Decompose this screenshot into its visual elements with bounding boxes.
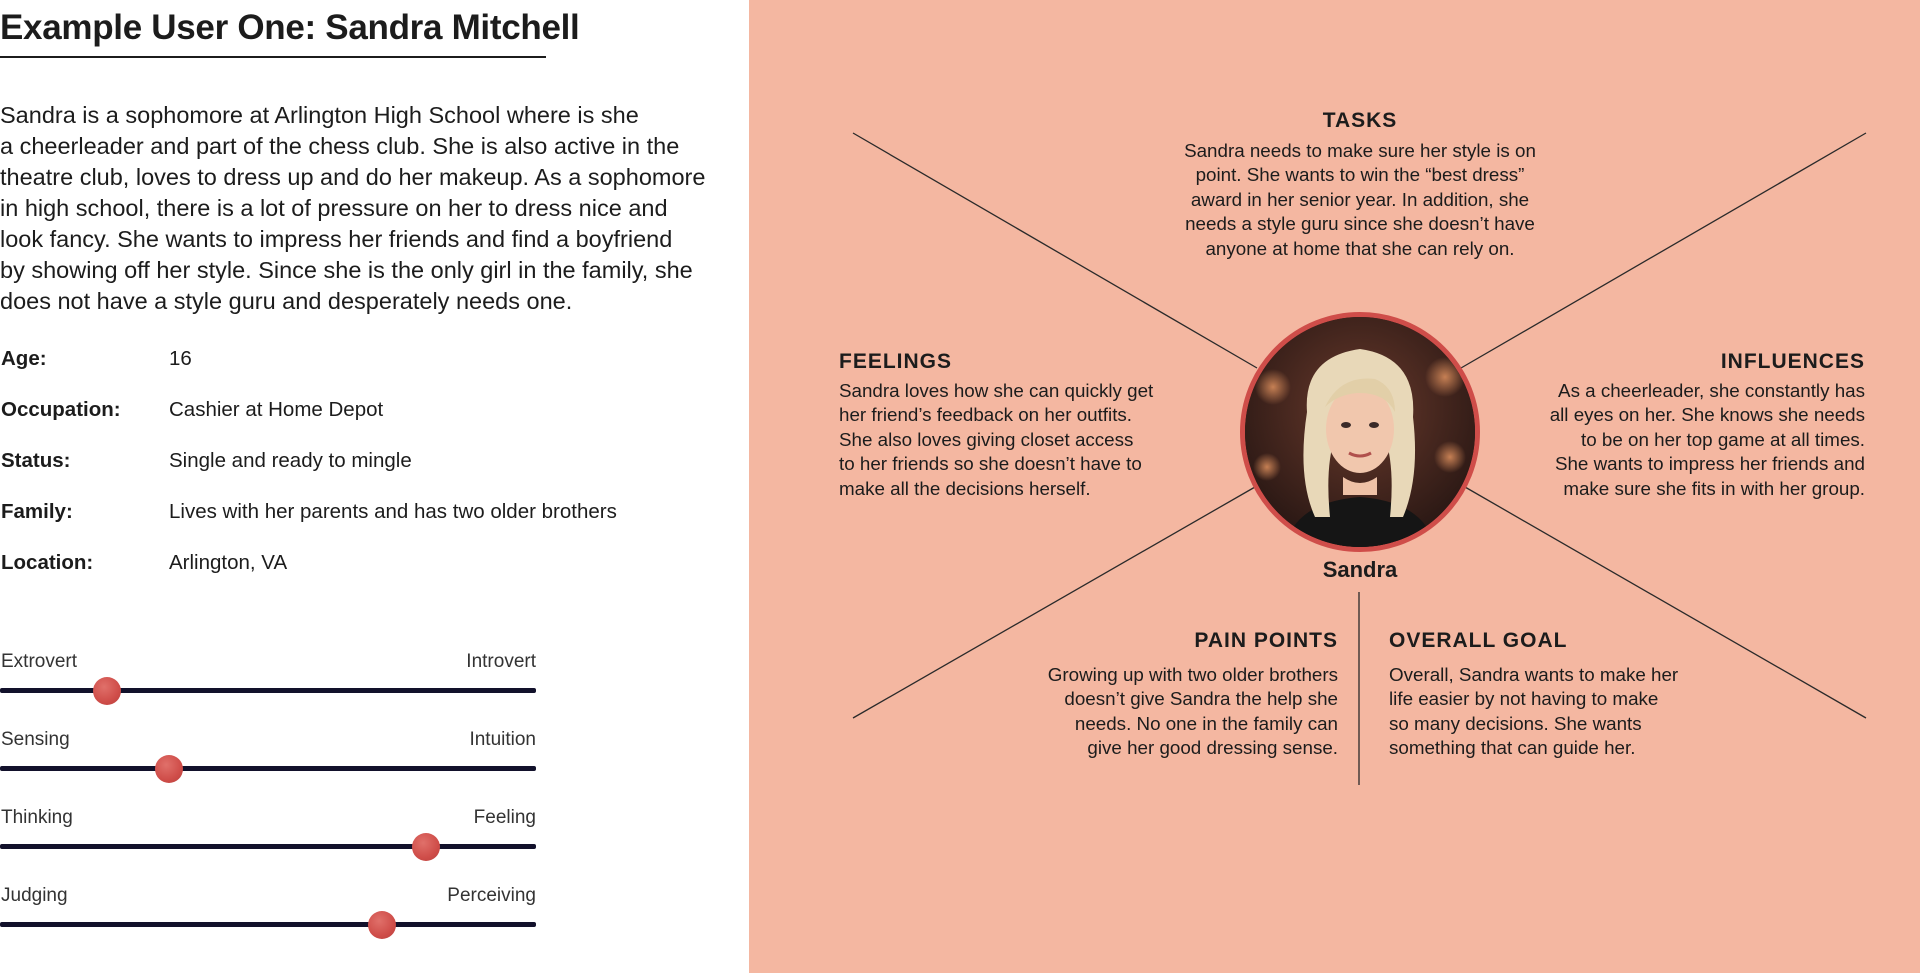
slider-left-label: Extrovert xyxy=(1,651,78,672)
slider-right-label: Introvert xyxy=(466,651,536,672)
overall-goal-body xyxy=(1389,663,1749,761)
bio-line: a cheerleader and part of the chess club. She is also active in the xyxy=(0,133,680,159)
overall-goal-line: so many decisions. She wants xyxy=(1389,712,1642,734)
feelings-line: to her friends so she doesn’t have to xyxy=(839,453,1142,475)
fact-label: Age: xyxy=(1,347,47,370)
title-prefix: Example User One: xyxy=(0,8,326,47)
influences-line: make sure she fits in with her group. xyxy=(1563,477,1865,499)
fact-label: Status: xyxy=(1,449,71,472)
fact-value: Arlington, VA xyxy=(169,551,288,574)
slider-thinking-feeling xyxy=(0,804,536,882)
persona-name: Sandra xyxy=(1322,557,1398,582)
fact-value: Single and ready to mingle xyxy=(169,449,412,472)
title-user-name: Sandra Mitchell xyxy=(325,8,580,47)
slider-judging-perceiving xyxy=(0,882,536,960)
bio-line: by showing off her style. Since she is the only girl in the family, she xyxy=(0,257,693,283)
overall-goal-line: Overall, Sandra wants to make her xyxy=(1389,664,1679,685)
tasks-line: point. She wants to win the “best dress” xyxy=(1195,164,1525,186)
fact-location xyxy=(0,548,720,599)
slider-left-label: Thinking xyxy=(1,807,73,828)
overall-goal-line: something that can guide her. xyxy=(1389,737,1636,759)
persona-map-panel xyxy=(749,0,1920,973)
influences-heading: INFLUENCES xyxy=(1720,350,1865,373)
fact-age xyxy=(0,344,720,395)
overall-goal-line: life easier by not having to make xyxy=(1389,688,1659,710)
fact-family xyxy=(0,497,720,548)
fact-value: Cashier at Home Depot xyxy=(169,398,384,421)
slider-track[interactable] xyxy=(0,766,536,771)
slider-left-label: Sensing xyxy=(1,729,70,750)
slider-extrovert-introvert xyxy=(0,648,536,726)
pain-points-body xyxy=(978,663,1338,761)
overall-goal-heading: OVERALL GOAL xyxy=(1389,629,1568,652)
feelings-heading: FEELINGS xyxy=(839,350,953,373)
influences-line: As a cheerleader, she constantly has xyxy=(1558,380,1865,401)
fact-value: Lives with her parents and has two older brothers xyxy=(169,500,617,523)
tasks-line: award in her senior year. In addition, she xyxy=(1190,188,1530,210)
tasks-heading: TASKS xyxy=(1322,109,1398,132)
slider-right-label: Feeling xyxy=(473,807,536,828)
page-title xyxy=(0,6,579,50)
feelings-line: her friend’s feedback on her outfits. xyxy=(839,404,1133,426)
tasks-body xyxy=(1160,139,1560,261)
slider-left-label: Judging xyxy=(1,885,68,906)
bio-line: Sandra is a sophomore at Arlington High School where is she xyxy=(0,102,639,128)
bio-paragraph xyxy=(0,100,720,317)
slider-thumb[interactable] xyxy=(412,833,440,861)
slider-track[interactable] xyxy=(0,922,536,927)
slider-right-label: Intuition xyxy=(469,729,536,750)
title-underline xyxy=(0,56,546,58)
fact-label: Location: xyxy=(1,551,94,574)
persona-avatar xyxy=(1240,312,1480,552)
slider-track[interactable] xyxy=(0,844,536,849)
facts-list xyxy=(0,344,720,599)
feelings-line: Sandra loves how she can quickly get xyxy=(839,380,1154,401)
pain-points-line: give her good dressing sense. xyxy=(1087,737,1338,759)
pain-points-heading: PAIN POINTS xyxy=(1194,629,1338,652)
influences-body xyxy=(1495,379,1865,501)
personality-sliders xyxy=(0,648,536,960)
slider-sensing-intuition xyxy=(0,726,536,804)
tasks-line: needs a style guru since she doesn’t have xyxy=(1185,213,1535,235)
bio-line: theatre club, loves to dress up and do her makeup. As a sophomore xyxy=(0,164,706,190)
slider-track[interactable] xyxy=(0,688,536,693)
fact-occupation xyxy=(0,395,720,446)
pain-points-line: needs. No one in the family can xyxy=(1074,712,1338,734)
feelings-line: She also loves giving closet access xyxy=(839,428,1134,450)
fact-status xyxy=(0,446,720,497)
bio-line: in high school, there is a lot of pressure on her to dress nice and xyxy=(0,195,668,221)
fact-label: Occupation: xyxy=(1,398,121,421)
influences-line: to be on her top game at all times. xyxy=(1581,428,1865,450)
influences-line: She wants to impress her friends and xyxy=(1554,453,1865,475)
tasks-line: Sandra needs to make sure her style is on xyxy=(1184,140,1536,161)
user-profile-panel xyxy=(0,0,749,973)
tasks-line: anyone at home that she can rely on. xyxy=(1205,237,1515,259)
pain-points-line: doesn’t give Sandra the help she xyxy=(1064,688,1338,710)
fact-value: 16 xyxy=(169,347,192,370)
influences-line: all eyes on her. She knows she needs xyxy=(1549,404,1865,426)
slider-right-label: Perceiving xyxy=(447,885,536,906)
slider-thumb[interactable] xyxy=(93,677,121,705)
slider-thumb[interactable] xyxy=(368,911,396,939)
fact-label: Family: xyxy=(1,500,73,523)
slider-thumb[interactable] xyxy=(155,755,183,783)
pain-points-line: Growing up with two older brothers xyxy=(1047,664,1338,685)
bio-line: look fancy. She wants to impress her friends and find a boyfriend xyxy=(0,226,673,252)
bio-line: does not have a style guru and desperately needs one. xyxy=(0,288,573,314)
feelings-line: make all the decisions herself. xyxy=(839,477,1091,499)
feelings-body xyxy=(839,379,1209,501)
persona-portrait xyxy=(1245,317,1475,547)
